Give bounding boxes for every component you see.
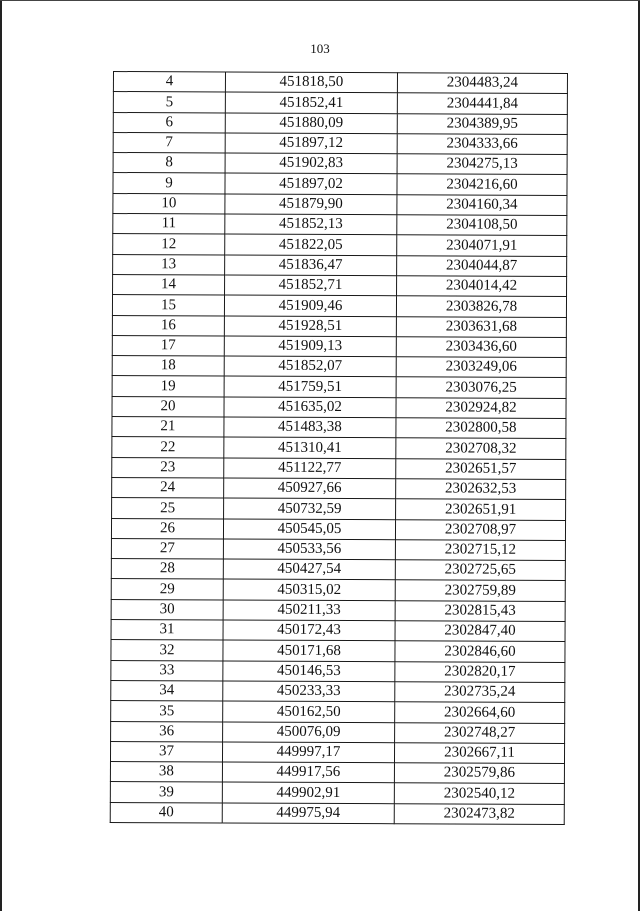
point-number-cell: 19	[112, 376, 224, 397]
x-coordinate-cell: 450732,59	[224, 498, 396, 519]
point-number-cell: 10	[113, 193, 225, 214]
table-row	[112, 457, 566, 479]
x-coordinate-cell: 450233,33	[223, 681, 395, 702]
table-row	[111, 559, 565, 581]
table-row	[113, 112, 567, 134]
point-number-cell: 32	[111, 640, 223, 661]
table-row	[113, 274, 567, 296]
y-coordinate-cell: 2303826,78	[396, 296, 566, 317]
y-coordinate-cell: 2304044,87	[397, 255, 567, 276]
table-row	[113, 234, 567, 256]
table-row	[112, 417, 566, 439]
x-coordinate-cell: 450315,02	[223, 579, 395, 600]
y-coordinate-cell: 2302759,89	[395, 580, 565, 601]
point-number-cell: 13	[113, 254, 225, 275]
y-coordinate-cell: 2302748,27	[395, 722, 565, 743]
coordinates-table	[110, 71, 568, 825]
table-row	[110, 802, 564, 824]
y-coordinate-cell: 2303076,25	[396, 377, 566, 398]
point-number-cell: 24	[112, 477, 224, 498]
y-coordinate-cell: 2302725,65	[395, 560, 565, 581]
x-coordinate-cell: 451880,09	[225, 113, 397, 134]
y-coordinate-cell: 2302667,11	[394, 743, 564, 764]
y-coordinate-cell: 2302651,57	[396, 458, 566, 479]
table-row	[113, 254, 567, 276]
point-number-cell: 26	[111, 518, 223, 539]
point-number-cell: 38	[110, 762, 222, 783]
table-row	[112, 376, 566, 398]
x-coordinate-cell: 451818,50	[225, 72, 397, 93]
x-coordinate-cell: 450533,56	[223, 539, 395, 560]
y-coordinate-cell: 2302708,97	[395, 519, 565, 540]
x-coordinate-cell: 451852,41	[225, 92, 397, 113]
point-number-cell: 4	[113, 72, 225, 93]
table-row	[113, 132, 567, 154]
point-number-cell: 6	[113, 112, 225, 133]
point-number-cell: 27	[111, 538, 223, 559]
x-coordinate-cell: 451928,51	[224, 316, 396, 337]
point-number-cell: 23	[112, 457, 224, 478]
point-number-cell: 8	[113, 153, 225, 174]
point-number-cell: 5	[113, 92, 225, 113]
x-coordinate-cell: 451909,13	[224, 336, 396, 357]
table-row	[113, 193, 567, 215]
x-coordinate-cell: 450171,68	[223, 640, 395, 661]
point-number-cell: 25	[112, 498, 224, 519]
x-coordinate-cell: 449997,17	[222, 742, 394, 763]
y-coordinate-cell: 2304108,50	[397, 215, 567, 236]
x-coordinate-cell: 451310,41	[224, 437, 396, 458]
table-row	[110, 741, 564, 763]
table-row	[113, 92, 567, 114]
y-coordinate-cell: 2302579,86	[394, 763, 564, 784]
y-coordinate-cell: 2304071,91	[397, 235, 567, 256]
y-coordinate-cell: 2303631,68	[396, 316, 566, 337]
table-row	[111, 579, 565, 601]
x-coordinate-cell: 451483,38	[224, 417, 396, 438]
y-coordinate-cell: 2302847,40	[395, 621, 565, 642]
x-coordinate-cell: 449975,94	[222, 803, 394, 824]
table-row	[111, 620, 565, 642]
y-coordinate-cell: 2302815,43	[395, 600, 565, 621]
x-coordinate-cell: 451897,12	[225, 133, 397, 154]
table-row	[113, 153, 567, 175]
table-row	[111, 721, 565, 743]
point-number-cell: 31	[111, 620, 223, 641]
x-coordinate-cell: 450162,50	[223, 701, 395, 722]
table-row	[112, 477, 566, 499]
y-coordinate-cell: 2302540,12	[394, 783, 564, 804]
point-number-cell: 14	[113, 274, 225, 295]
point-number-cell: 9	[113, 173, 225, 194]
x-coordinate-cell: 450927,66	[224, 478, 396, 499]
x-coordinate-cell: 451852,13	[225, 214, 397, 235]
y-coordinate-cell: 2302632,53	[396, 479, 566, 500]
y-coordinate-cell: 2302800,58	[396, 418, 566, 439]
y-coordinate-cell: 2302846,60	[395, 641, 565, 662]
point-number-cell: 40	[110, 802, 222, 823]
point-number-cell: 30	[111, 599, 223, 620]
point-number-cell: 16	[112, 315, 224, 336]
point-number-cell: 21	[112, 417, 224, 438]
table-row	[111, 680, 565, 702]
table-row	[112, 295, 566, 317]
y-coordinate-cell: 2302735,24	[395, 682, 565, 703]
y-coordinate-cell: 2302820,17	[395, 661, 565, 682]
table-row	[113, 72, 567, 94]
y-coordinate-cell: 2302651,91	[396, 499, 566, 520]
point-number-cell: 34	[111, 680, 223, 701]
point-number-cell: 12	[113, 234, 225, 255]
x-coordinate-cell: 451909,46	[224, 295, 396, 316]
table-row	[111, 538, 565, 560]
x-coordinate-cell: 451822,05	[225, 234, 397, 255]
coordinates-table-body	[110, 72, 567, 825]
point-number-cell: 11	[113, 214, 225, 235]
point-number-cell: 33	[111, 660, 223, 681]
x-coordinate-cell: 450545,05	[223, 519, 395, 540]
table-row	[111, 599, 565, 621]
x-coordinate-cell: 451635,02	[224, 397, 396, 418]
point-number-cell: 29	[111, 579, 223, 600]
x-coordinate-cell: 451902,83	[225, 153, 397, 174]
page-edge-top	[0, 0, 640, 1]
point-number-cell: 18	[112, 356, 224, 377]
x-coordinate-cell: 451759,51	[224, 376, 396, 397]
x-coordinate-cell: 450211,33	[223, 600, 395, 621]
table-row	[113, 214, 567, 236]
x-coordinate-cell: 450076,09	[223, 721, 395, 742]
table-row	[110, 782, 564, 804]
point-number-cell: 28	[111, 559, 223, 580]
table-row	[111, 660, 565, 682]
x-coordinate-cell: 451852,07	[224, 356, 396, 377]
y-coordinate-cell: 2304160,34	[397, 195, 567, 216]
y-coordinate-cell: 2302708,32	[396, 438, 566, 459]
table-row	[113, 173, 567, 195]
point-number-cell: 39	[110, 782, 222, 803]
y-coordinate-cell: 2302664,60	[395, 702, 565, 723]
table-row	[112, 396, 566, 418]
x-coordinate-cell: 449917,56	[222, 762, 394, 783]
x-coordinate-cell: 451836,47	[225, 255, 397, 276]
table-row	[111, 701, 565, 723]
y-coordinate-cell: 2304483,24	[397, 73, 567, 94]
point-number-cell: 20	[112, 396, 224, 417]
y-coordinate-cell: 2304216,60	[397, 174, 567, 195]
table-row	[111, 640, 565, 662]
x-coordinate-cell: 450146,53	[223, 661, 395, 682]
table-row	[112, 315, 566, 337]
x-coordinate-cell: 451852,71	[225, 275, 397, 296]
table-row	[111, 518, 565, 540]
y-coordinate-cell: 2302924,82	[396, 397, 566, 418]
y-coordinate-cell: 2304441,84	[397, 93, 567, 114]
point-number-cell: 17	[112, 335, 224, 356]
y-coordinate-cell: 2304333,66	[397, 134, 567, 155]
point-number-cell: 7	[113, 132, 225, 153]
y-coordinate-cell: 2304275,13	[397, 154, 567, 175]
point-number-cell: 35	[111, 701, 223, 722]
point-number-cell: 36	[111, 721, 223, 742]
y-coordinate-cell: 2303249,06	[396, 357, 566, 378]
point-number-cell: 22	[112, 437, 224, 458]
y-coordinate-cell: 2304389,95	[397, 113, 567, 134]
point-number-cell: 15	[112, 295, 224, 316]
table-row	[112, 335, 566, 357]
page-number: 103	[310, 41, 330, 56]
y-coordinate-cell: 2302473,82	[394, 803, 564, 824]
table-row	[112, 437, 566, 459]
table-row	[112, 498, 566, 520]
y-coordinate-cell: 2304014,42	[397, 276, 567, 297]
x-coordinate-cell: 449902,91	[222, 782, 394, 803]
y-coordinate-cell: 2302715,12	[395, 540, 565, 561]
x-coordinate-cell: 451122,77	[224, 458, 396, 479]
x-coordinate-cell: 451879,90	[225, 194, 397, 215]
x-coordinate-cell: 450427,54	[223, 559, 395, 580]
page-edge-left	[0, 0, 2, 911]
table-row	[112, 356, 566, 378]
x-coordinate-cell: 450172,43	[223, 620, 395, 641]
x-coordinate-cell: 451897,02	[225, 173, 397, 194]
point-number-cell: 37	[110, 741, 222, 762]
y-coordinate-cell: 2303436,60	[396, 337, 566, 358]
table-row	[110, 762, 564, 784]
